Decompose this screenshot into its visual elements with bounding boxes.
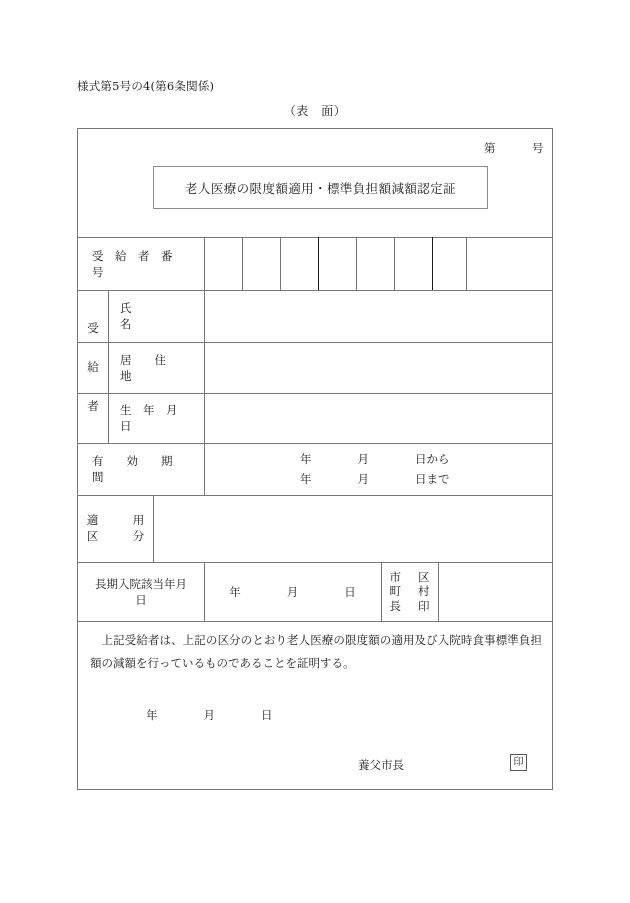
certificate-frame	[77, 128, 553, 790]
long-stay-date-field[interactable]	[204, 562, 381, 621]
valid-period-label: 有 効 期 間	[92, 454, 196, 484]
number-cells-right-edge	[466, 237, 467, 290]
seal-icon: 印	[513, 756, 524, 768]
form-number: 様式第5号の4(第6条関係)	[77, 79, 215, 93]
birthdate-value-field[interactable]	[204, 393, 552, 443]
recipient-number-cell[interactable]	[318, 237, 356, 290]
name-label: 氏 名	[120, 301, 189, 331]
recipient-number-cell[interactable]	[432, 237, 466, 290]
recipient-number-label: 受 給 者 番 号	[92, 248, 184, 279]
recipient-vertical-label	[78, 290, 108, 443]
certificate-title-box	[153, 166, 488, 209]
birthdate-label: 生 年 月 日	[120, 403, 189, 433]
address-value-field[interactable]	[204, 342, 552, 393]
name-value-field[interactable]	[204, 290, 552, 342]
recipient-number-label-cell	[78, 237, 204, 290]
valid-period-label-cell	[78, 443, 204, 495]
category-value-field[interactable]	[153, 495, 552, 562]
municipality-seal-label	[381, 570, 438, 613]
certificate-title: 老人医療の限度額適用・標準負担額減額認定証	[185, 180, 456, 196]
valid-period-lines	[204, 449, 552, 489]
certification-statement: 上記受給者は、上記の区分のとおり老人医療の限度額の適用及び入院時食事標準負担額の減額を行っているものであることを証明する。	[90, 633, 542, 670]
seal-label-1a: 市	[389, 569, 401, 584]
category-label-line-1: 適 用	[86, 512, 145, 527]
category-label	[78, 513, 153, 544]
certification-statement-block	[90, 629, 542, 675]
category-label-line-2: 区 分	[86, 528, 145, 543]
long-stay-date: 年 月 日	[229, 584, 356, 599]
signature-date[interactable]: 年 月 日	[146, 708, 273, 722]
municipality-seal-label-cell	[381, 562, 438, 621]
seal-label-3b: 印	[418, 598, 430, 613]
recipient-vertical-char-1: 受	[87, 320, 99, 335]
seal-label-2a: 町	[389, 584, 401, 599]
seal-stamp-box[interactable]	[510, 754, 527, 771]
municipality-seal-field[interactable]	[438, 562, 552, 621]
recipient-vertical-char-2: 給	[87, 359, 99, 374]
name-label-cell	[108, 290, 204, 342]
birthdate-label-cell	[108, 393, 204, 443]
address-label: 居 住 地	[120, 352, 189, 383]
long-stay-label-cell	[78, 562, 204, 621]
category-label-cell	[78, 495, 153, 562]
seal-label-3a: 長	[389, 598, 401, 613]
valid-period-from: 年 月 日から	[300, 451, 450, 466]
recipient-number-cell[interactable]	[242, 237, 280, 290]
address-label-cell	[108, 342, 204, 393]
recipient-number-cell[interactable]	[394, 237, 432, 290]
recipient-vertical-char-3: 者	[87, 398, 99, 413]
recipient-number-cell[interactable]	[356, 237, 394, 290]
seal-label-1b: 区	[418, 569, 430, 584]
issuer-name: 養父市長	[358, 758, 404, 772]
seal-label-2b: 村	[418, 584, 430, 599]
long-stay-label: 長期入院該当年月日	[95, 576, 187, 607]
side-label: （表 面）	[283, 104, 347, 118]
recipient-number-cell[interactable]	[280, 237, 318, 290]
recipient-number-cell[interactable]	[204, 237, 242, 290]
document-number-label: 第 号	[484, 141, 544, 155]
valid-period-value-cell[interactable]	[204, 443, 552, 495]
rule-under-long-stay	[78, 621, 552, 622]
valid-period-to: 年 月 日まで	[300, 472, 450, 486]
